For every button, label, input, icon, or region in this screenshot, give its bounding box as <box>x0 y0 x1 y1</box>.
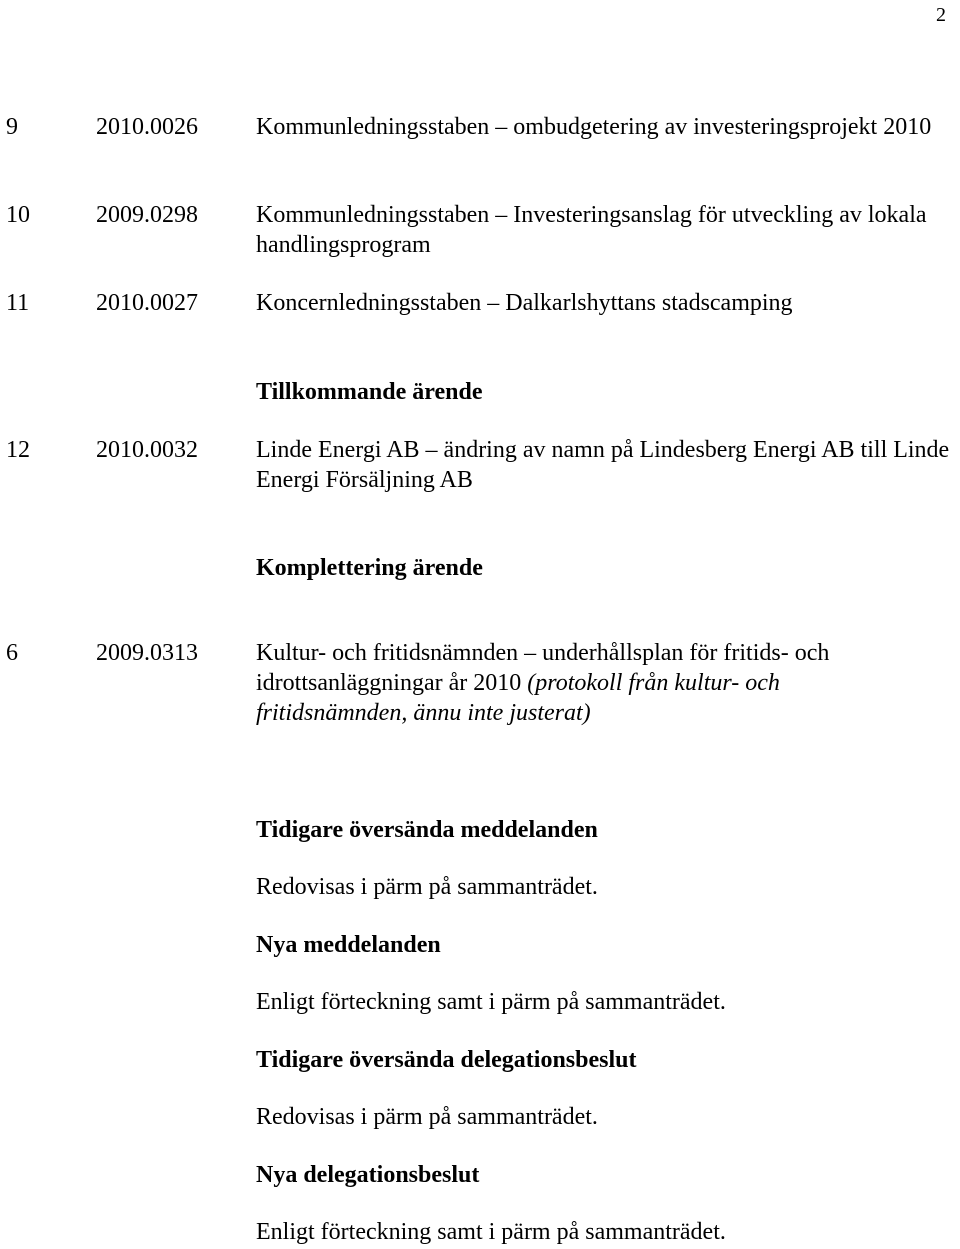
item-id: 2010.0027 <box>96 290 198 316</box>
item-text: Linde Energi AB – ändring av namn på Lindesberg Energi AB till Linde Energi Försäljning AB <box>256 437 950 493</box>
notice-heading: Tidigare översända delegationsbeslut <box>256 1047 637 1073</box>
item-number: 10 <box>6 202 30 228</box>
item-number: 6 <box>6 640 18 666</box>
item-id: 2009.0298 <box>96 202 198 228</box>
item-number: 9 <box>6 114 18 140</box>
notice-heading: Tidigare översända meddelanden <box>256 817 598 843</box>
item-id: 2010.0032 <box>96 437 198 463</box>
notice-heading: Nya meddelanden <box>256 932 441 958</box>
item-text: Kommunledningsstaben – Investeringsanslag för utveckling av lokala handlingsprogram <box>256 202 927 258</box>
item-text-note: (protokoll från kultur- och fritidsnämnden, ännu inte justerat) <box>256 670 780 726</box>
item-number: 12 <box>6 437 30 463</box>
item-text: Kommunledningsstaben – ombudgetering av investeringsprojekt 2010 <box>256 114 932 140</box>
notice-text: Enligt förteckning samt i pärm på sammanträdet. <box>256 989 726 1015</box>
item-text <box>256 638 896 728</box>
item-id: 2009.0313 <box>96 640 198 666</box>
item-text-main: Kultur- och fritidsnämnden – underhållsplan för fritids- och idrottsanläggningar år 2010 <box>256 640 830 696</box>
notice-text: Redovisas i pärm på sammanträdet. <box>256 874 598 900</box>
section-heading: Komplettering ärende <box>256 555 483 581</box>
section-heading: Tillkommande ärende <box>256 379 483 405</box>
notice-text: Enligt förteckning samt i pärm på sammanträdet. <box>256 1219 726 1245</box>
page-number: 2 <box>936 4 946 26</box>
notice-text: Redovisas i pärm på sammanträdet. <box>256 1104 598 1130</box>
notice-heading: Nya delegationsbeslut <box>256 1162 480 1188</box>
item-text: Koncernledningsstaben – Dalkarlshyttans stadscamping <box>256 290 793 316</box>
item-number: 11 <box>6 290 30 316</box>
item-id: 2010.0026 <box>96 114 198 140</box>
